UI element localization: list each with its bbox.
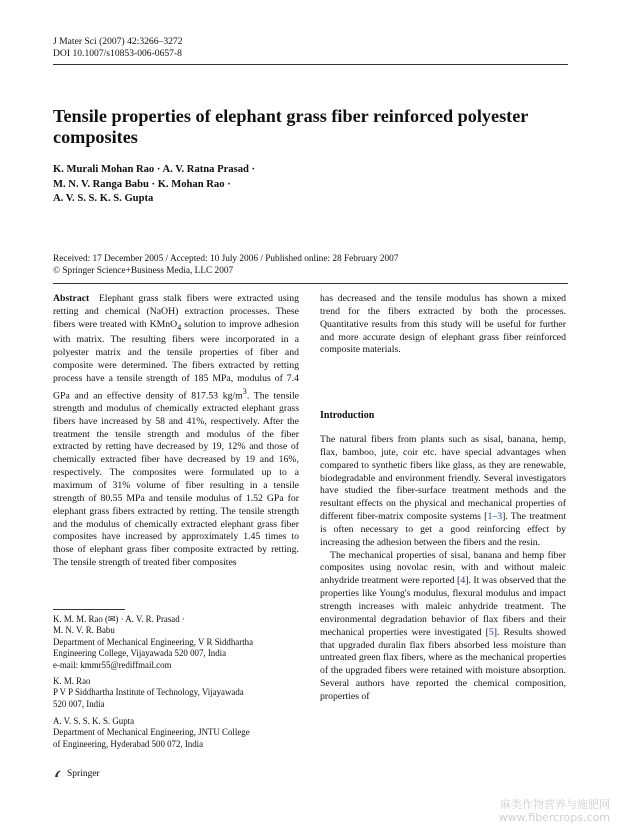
author-line-1: K. Murali Mohan Rao · A. V. Ratna Prasad · (53, 164, 256, 175)
author-line-2: M. N. V. Ranga Babu · K. Mohan Rao · (53, 178, 231, 190)
citation-link[interactable]: 1–3 (487, 511, 503, 523)
publication-dates (53, 253, 568, 277)
abstract-text: Abstract Elephant grass stalk fibers were extracted using retting and chemical (NaOH) extraction processes. These fibers were treated with KMnO$_4$ solution to improve adhesion with matrix. The resulting fibers were incorporated in a polyester matrix and the tensile properties of fiber and composite were determined. The fibers extracted by retting process have a tensile strength of 185 MPa, modulus of 7.4 GPa and an effective density of 817.53 $kg/m^3$. The tensile strength and modulus of chemically extracted elephant grass fibers have increased by 58 and 41%, respectively. After the treatment the tensile strength and modulus of the fiber extracted by retting have decreased by 19, 12% and those of chemically extracted fiber have decreased by 19 and 16%, respectively. The composites were formulated up to a maximum of 31% volume of fiber resulting in a tensile strength of 80.55 MPa and tensile modulus of 1.52 GPa for elephant grass fibers extracted by retting. The tensile strength and the modulus of chemically extracted elephant grass fiber composites have increased by approximately 1.45 times to those of elephant grass fiber composite extracted by retting. The tensile strength of treated fiber composites (53, 293, 299, 569)
citation-link[interactable]: 5 (488, 626, 494, 638)
abstract-column (53, 293, 299, 570)
paper-title: Tensile properties of elephant grass fiber reinforced polyester composites (53, 106, 529, 147)
abstract-continuation (320, 293, 566, 357)
received-dates: Received: 17 December 2005 / Accepted: 10 July 2006 / Published online: 28 February 2007 (53, 254, 399, 264)
abstract-continued-text: has decreased and the tensile modulus has shown a mixed trend for the fibers extracted by both the processes. Quantitative results from this study will be useful for further and more accurate design of elephant grass fiber reinforced composite materials. (320, 293, 566, 356)
affiliation-2: K. M. Rao P V P Siddhartha Institute of Technology, Vijayawada 520 007, India (53, 676, 244, 709)
affiliation-3: A. V. S. S. K. S. Gupta Department of Mechanical Engineering, JNTU College of Engineering, Hyderabad 500 072, India (53, 716, 250, 749)
author-line-3: A. V. S. S. K. S. Gupta (53, 193, 154, 205)
watermark: 麻类作物营养与施肥网 www.fibercrops.com (498, 798, 610, 824)
citation-link[interactable]: 4 (460, 575, 466, 587)
header-rule (53, 64, 568, 65)
intro-paragraph-1: The natural fibers from plants such as sisal, banana, hemp, flax, bamboo, jute, coir etc. have special advantages when compared to synthetic fibers like glass, as they are renewable, biodegradable and environment friendly. Several investigators have studied the fiber-surface treatment methods and the resultant effects on the physical and mechanical properties of different fiber-matrix composite systems [1–3]. The treatment is often necessary to get a good reinforcing effect by increasing the adhesion between the fibers and the resin. (320, 434, 567, 548)
journal-citation (53, 36, 183, 60)
affiliation-rule (53, 609, 125, 610)
dates-rule (53, 283, 568, 284)
publisher-name: Springer (67, 769, 100, 779)
introduction-body (320, 434, 566, 704)
author-list (53, 163, 568, 207)
intro-paragraph-2: The mechanical properties of sisal, banana and hemp fiber composites using novolac resin, with and without maleic anhydride treatment were reported [4]. It was observed that the properties like Young's modulus, flexural modulus and impact strength increases with maleic anhydride treatment. The environmental degradation behavior of flax fibers and their mechanical properties were investigated [5]. Results showed that upgraded duralin flax fibers absorbed less moisture than untreated green flax fibers, where as the mechanical properties of the upgraded fibers were retained with moisture absorption. Several authors have reported the chemical composition, properties of (320, 549, 567, 702)
abstract-label: Abstract (53, 293, 90, 304)
email-address[interactable]: e-mail: kmmr55@rediffmail.com (53, 659, 172, 670)
publisher-footer (53, 769, 100, 779)
doi-line: DOI 10.1007/s10853-006-0657-8 (53, 48, 182, 59)
affiliation-1: K. M. M. Rao (✉) · A. V. R. Prasad · M. N. V. R. Babu Department of Mechanical Engineering, V R Siddhartha Engineering College, Vijayawada 520 007, India e-mail: kmmr55@rediffmail.com (53, 614, 299, 671)
journal-line: J Mater Sci (2007) 42:3266–3272 (53, 36, 183, 47)
springer-logo-icon (53, 769, 63, 779)
introduction-heading: Introduction (320, 410, 375, 421)
copyright-line: © Springer Science+Business Media, LLC 2007 (53, 266, 234, 276)
